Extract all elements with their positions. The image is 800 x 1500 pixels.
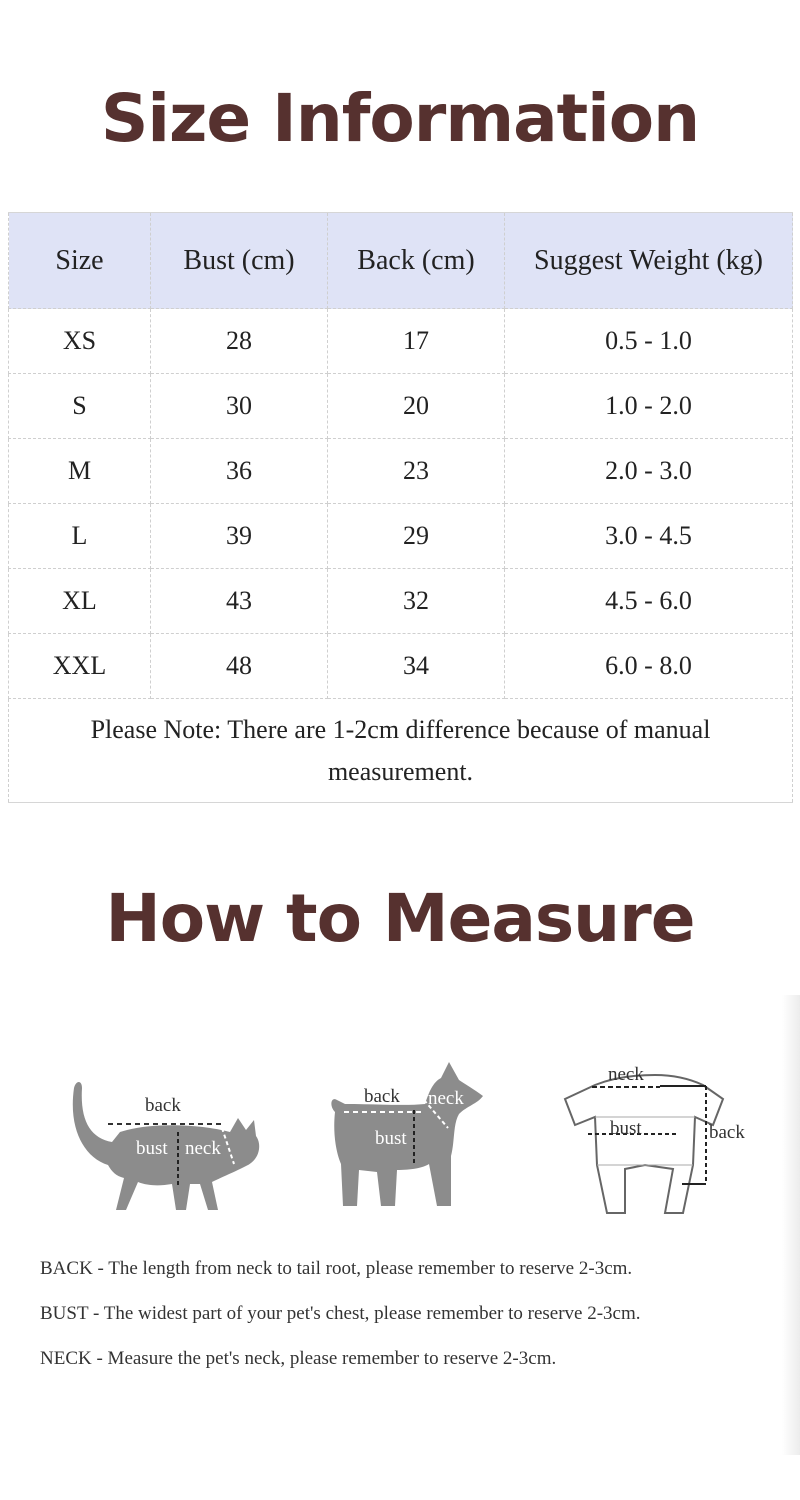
cell-back: 29 (328, 504, 505, 569)
cell-weight: 0.5 - 1.0 (505, 309, 793, 374)
cell-back: 34 (328, 634, 505, 699)
table-row (9, 634, 793, 699)
table-header-row (9, 213, 793, 309)
garment-outline-icon (555, 1065, 755, 1225)
garment-back-line (660, 1084, 710, 1188)
cell-weight: 4.5 - 6.0 (505, 569, 793, 634)
cat-neck-label: neck (185, 1138, 221, 1159)
cell-bust: 39 (151, 504, 328, 569)
dog-silhouette-icon (325, 1060, 490, 1215)
table-row (9, 309, 793, 374)
header-bust: Bust (cm) (151, 213, 328, 309)
cat-bust-line (176, 1132, 180, 1188)
cell-back: 23 (328, 439, 505, 504)
cat-back-label: back (145, 1095, 181, 1116)
cell-bust: 28 (151, 309, 328, 374)
note-row (9, 699, 793, 803)
cell-weight: 2.0 - 3.0 (505, 439, 793, 504)
size-note: Please Note: There are 1-2cm difference because of manual measurement. (9, 699, 793, 803)
table-row (9, 569, 793, 634)
garment-neck-label: neck (608, 1064, 644, 1085)
cell-size: XL (9, 569, 151, 634)
dog-neck-label: neck (428, 1088, 464, 1109)
cat-back-line (108, 1122, 228, 1126)
cell-bust: 30 (151, 374, 328, 439)
how-to-measure-title: How to Measure (105, 880, 695, 957)
header-weight: Suggest Weight (kg) (505, 213, 793, 309)
cell-weight: 1.0 - 2.0 (505, 374, 793, 439)
cell-back: 17 (328, 309, 505, 374)
size-information-title: Size Information (100, 80, 700, 157)
cell-back: 20 (328, 374, 505, 439)
cell-bust: 36 (151, 439, 328, 504)
dog-back-label: back (364, 1086, 400, 1107)
measurement-notes (40, 1256, 780, 1391)
cell-bust: 48 (151, 634, 328, 699)
table-row (9, 439, 793, 504)
garment-back-label: back (709, 1122, 745, 1143)
note-back: BACK - The length from neck to tail root, please remember to reserve 2-3cm. (40, 1258, 633, 1279)
cell-size: XS (9, 309, 151, 374)
note-bust: BUST - The widest part of your pet's chest, please remember to reserve 2-3cm. (40, 1303, 641, 1324)
header-size: Size (9, 213, 151, 309)
size-table (8, 212, 793, 803)
table-row (9, 374, 793, 439)
dog-bust-line (412, 1110, 416, 1166)
cell-size: XXL (9, 634, 151, 699)
cell-weight: 3.0 - 4.5 (505, 504, 793, 569)
note-neck: NECK - Measure the pet's neck, please remember to reserve 2-3cm. (40, 1348, 557, 1369)
table-row (9, 504, 793, 569)
cell-size: M (9, 439, 151, 504)
cat-neck-line (220, 1128, 236, 1164)
cell-size: S (9, 374, 151, 439)
cat-bust-label: bust (136, 1138, 168, 1159)
cell-weight: 6.0 - 8.0 (505, 634, 793, 699)
measure-diagrams (0, 1040, 800, 1240)
garment-bust-label: bust (610, 1118, 642, 1139)
header-back: Back (cm) (328, 213, 505, 309)
cell-back: 32 (328, 569, 505, 634)
cell-size: L (9, 504, 151, 569)
dog-bust-label: bust (375, 1128, 407, 1149)
cell-bust: 43 (151, 569, 328, 634)
